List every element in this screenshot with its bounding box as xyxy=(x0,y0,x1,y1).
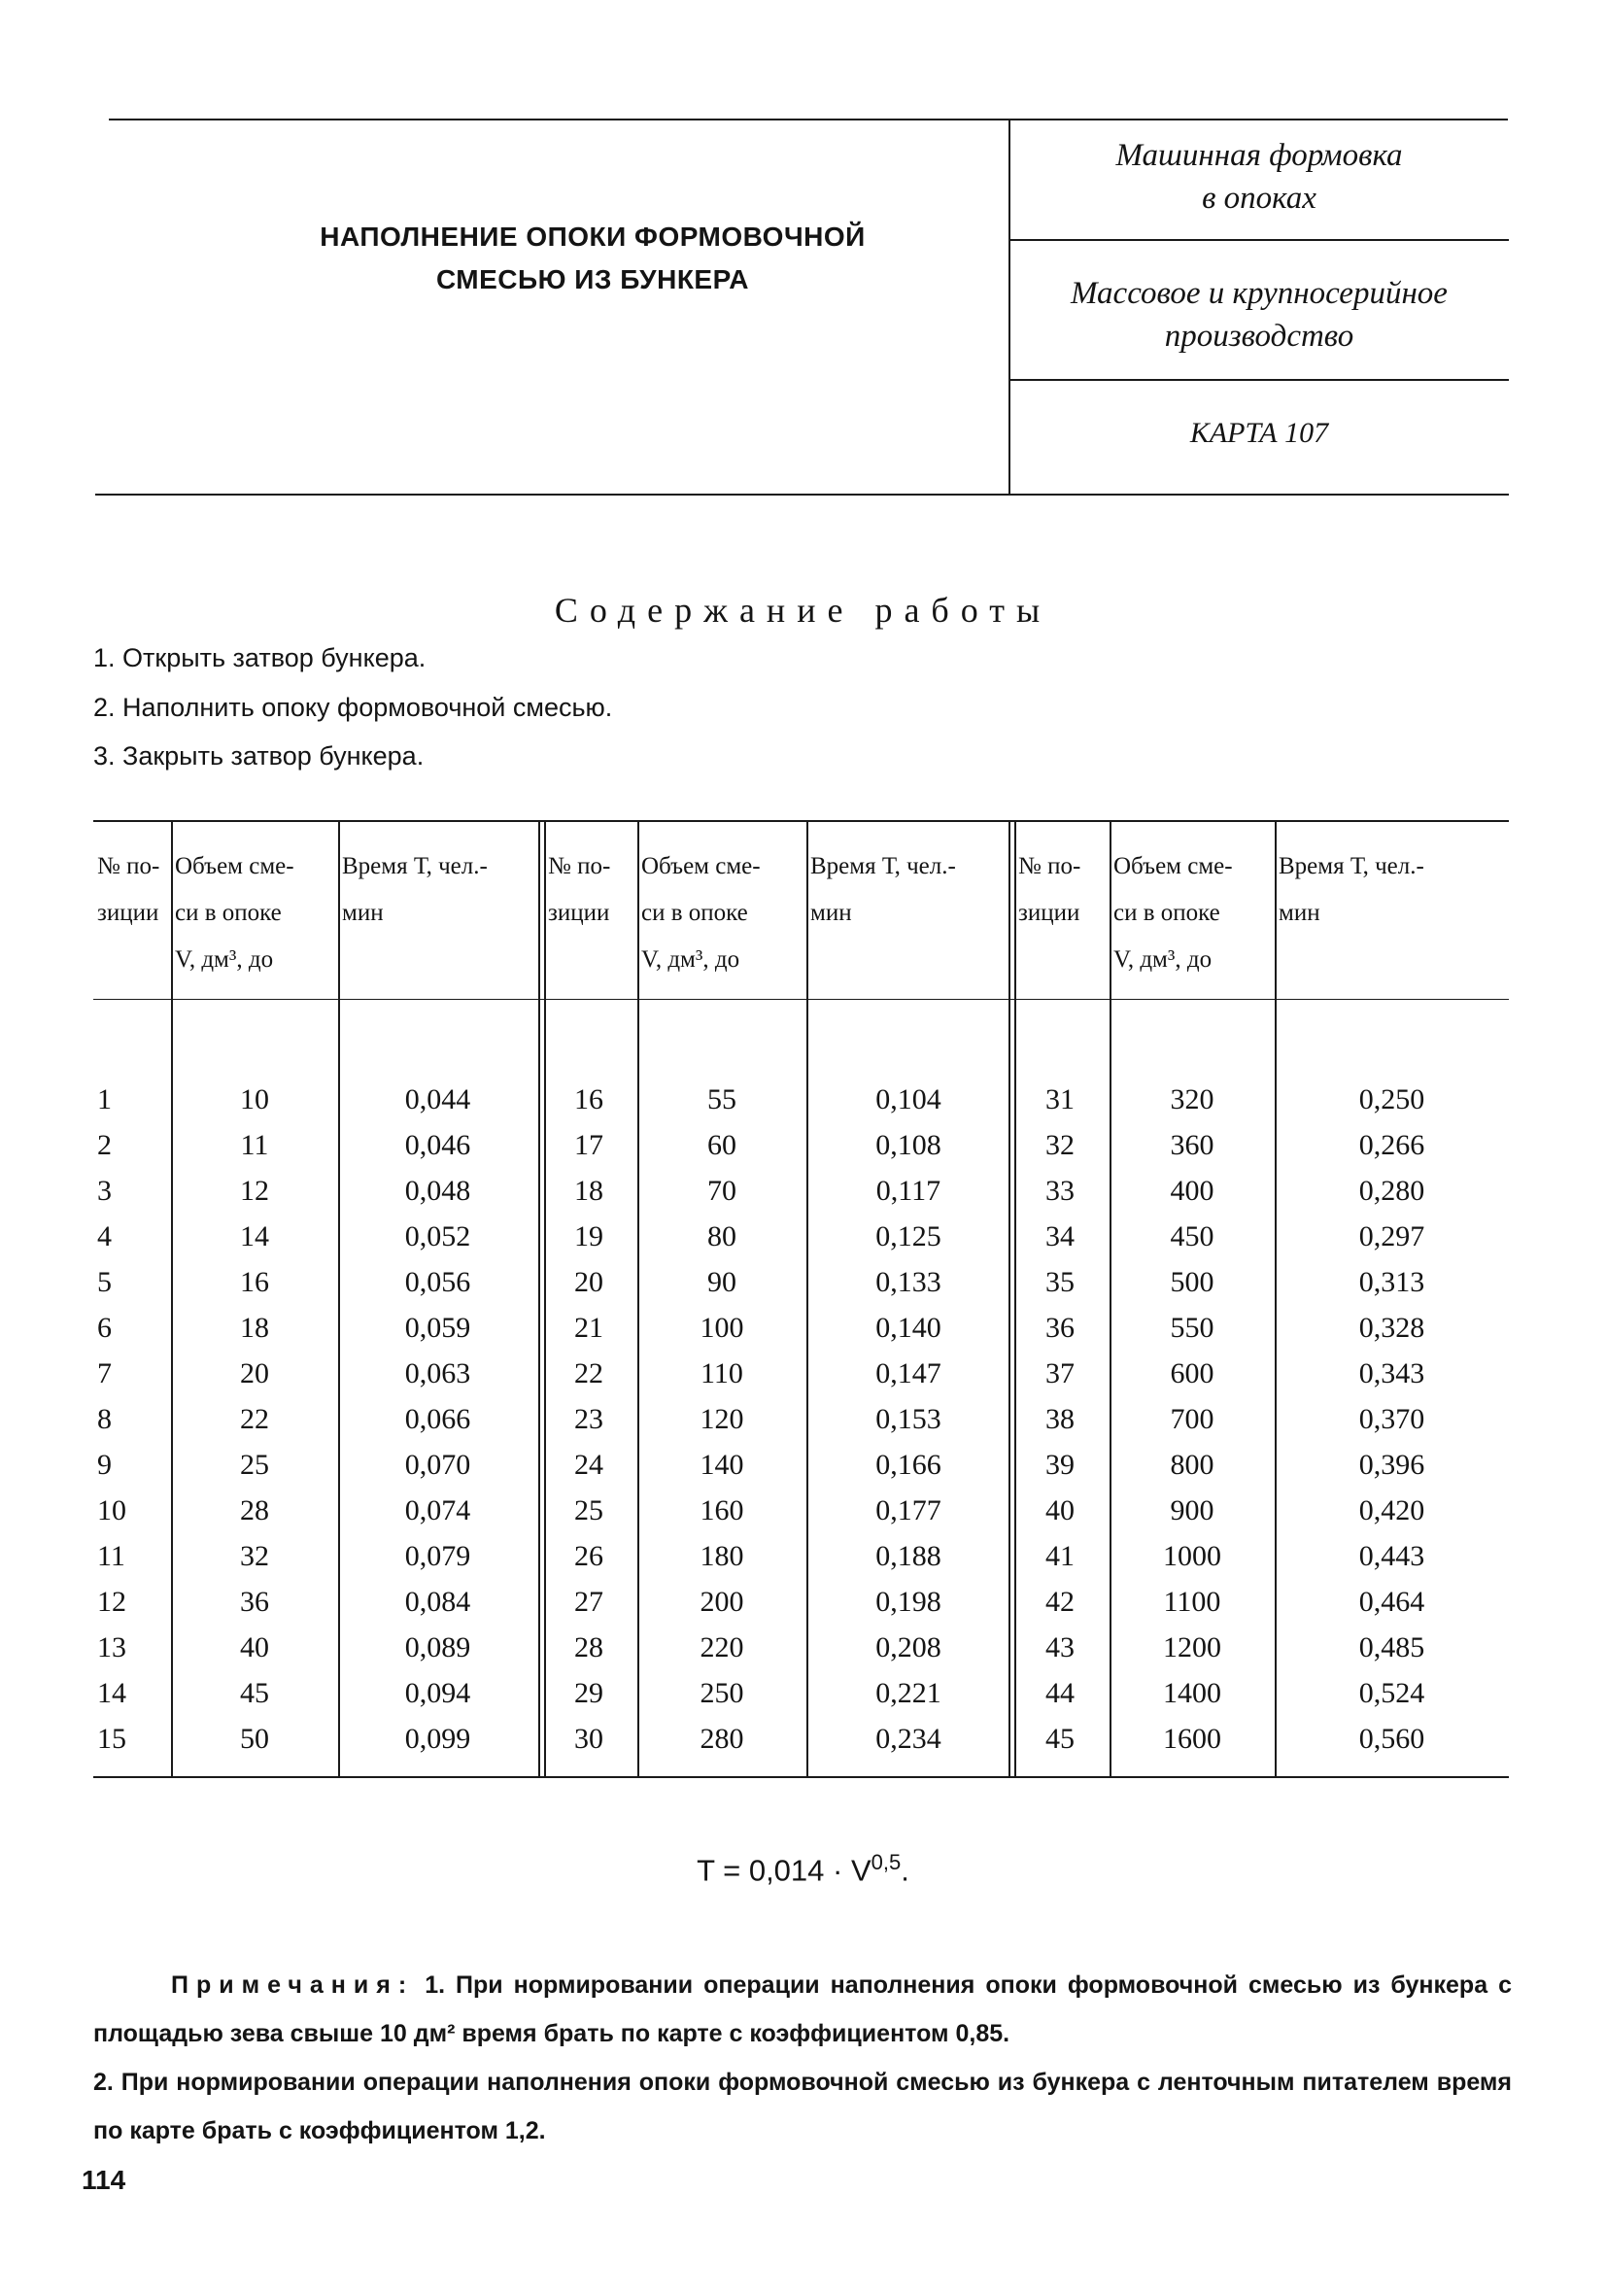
cell-time: 0,234 xyxy=(875,1723,941,1755)
cell-time: 0,221 xyxy=(875,1677,941,1709)
cell-volume: 90 xyxy=(707,1266,736,1298)
cell-time: 0,066 xyxy=(404,1403,471,1435)
group-3-header-vol-line-3: V, дм³, до xyxy=(1113,946,1213,973)
method-line-1: Машинная формовка xyxy=(1115,138,1403,173)
cell-volume: 45 xyxy=(240,1677,269,1709)
cell-volume: 500 xyxy=(1170,1266,1214,1298)
cell-position: 20 xyxy=(574,1266,603,1298)
card-number: КАРТА 107 xyxy=(1189,417,1329,449)
cell-position: 10 xyxy=(97,1494,126,1526)
cell-volume: 1600 xyxy=(1163,1723,1221,1755)
cell-position: 43 xyxy=(1045,1631,1075,1663)
cell-position: 37 xyxy=(1045,1357,1075,1389)
cell-position: 44 xyxy=(1045,1677,1075,1709)
cell-volume: 120 xyxy=(700,1403,744,1435)
cell-position: 34 xyxy=(1045,1220,1075,1252)
cell-time: 0,070 xyxy=(404,1449,471,1481)
cell-volume: 800 xyxy=(1170,1449,1214,1481)
cell-position: 32 xyxy=(1045,1129,1075,1161)
cell-volume: 180 xyxy=(700,1540,744,1572)
cell-position: 35 xyxy=(1045,1266,1075,1298)
cell-volume: 80 xyxy=(707,1220,736,1252)
cell-position: 36 xyxy=(1045,1312,1075,1344)
cell-time: 0,208 xyxy=(875,1631,941,1663)
cell-time: 0,079 xyxy=(404,1540,471,1572)
cell-time: 0,297 xyxy=(1358,1220,1425,1252)
cell-position: 7 xyxy=(97,1357,112,1389)
cell-time: 0,099 xyxy=(404,1723,471,1755)
cell-volume: 1100 xyxy=(1163,1586,1221,1618)
cell-position: 18 xyxy=(574,1175,603,1207)
table-header-rule xyxy=(93,999,1509,1000)
page-number: 114 xyxy=(82,2165,126,2195)
cell-volume: 200 xyxy=(700,1586,744,1618)
cell-time: 0,443 xyxy=(1358,1540,1425,1572)
cell-position: 4 xyxy=(97,1220,112,1252)
cell-volume: 40 xyxy=(240,1631,269,1663)
step-3: 3. Закрыть затвор бункера. xyxy=(93,741,425,771)
cell-position: 30 xyxy=(574,1723,603,1755)
cell-volume: 55 xyxy=(707,1083,736,1115)
group-3-header-vol-line-2: си в опоке xyxy=(1113,900,1220,926)
cell-volume: 900 xyxy=(1170,1494,1214,1526)
cell-time: 0,056 xyxy=(404,1266,471,1298)
cell-position: 39 xyxy=(1045,1449,1075,1481)
cell-time: 0,343 xyxy=(1358,1357,1425,1389)
group-2-header-time-line-1: Время Т, чел.- xyxy=(810,853,956,879)
group-2-header-vol-line-3: V, дм³, до xyxy=(641,946,740,973)
cell-volume: 450 xyxy=(1170,1220,1214,1252)
cell-volume: 600 xyxy=(1170,1357,1214,1389)
formula xyxy=(0,1850,1606,1888)
cell-time: 0,188 xyxy=(875,1540,941,1572)
cell-volume: 250 xyxy=(700,1677,744,1709)
group-2-double-rule xyxy=(538,820,540,1776)
cell-volume: 28 xyxy=(240,1494,269,1526)
cell-volume: 1000 xyxy=(1163,1540,1221,1572)
formula-base: T = 0,014 · V xyxy=(697,1853,871,1888)
cell-volume: 70 xyxy=(707,1175,736,1207)
cell-time: 0,133 xyxy=(875,1266,941,1298)
cell-time: 0,094 xyxy=(404,1677,471,1709)
cell-time: 0,166 xyxy=(875,1449,941,1481)
group-1-header-pos-line-2: зиции xyxy=(97,900,159,926)
cell-position: 16 xyxy=(574,1083,603,1115)
cell-time: 0,089 xyxy=(404,1631,471,1663)
cell-position: 31 xyxy=(1045,1083,1075,1115)
cell-volume: 11 xyxy=(240,1129,269,1161)
table-top-rule xyxy=(93,820,1509,822)
cell-volume: 550 xyxy=(1170,1312,1214,1344)
cell-volume: 12 xyxy=(240,1175,269,1207)
cell-time: 0,420 xyxy=(1358,1494,1425,1526)
cell-time: 0,198 xyxy=(875,1586,941,1618)
cell-volume: 10 xyxy=(240,1083,269,1115)
cell-time: 0,396 xyxy=(1358,1449,1425,1481)
method-line-2: в опоках xyxy=(1202,181,1316,216)
notes-label: Примечания: xyxy=(171,1971,415,1999)
cell-position: 25 xyxy=(574,1494,603,1526)
cell-volume: 110 xyxy=(700,1357,743,1389)
cell-time: 0,108 xyxy=(875,1129,941,1161)
group-2-col-rule xyxy=(544,820,546,1776)
group-1-header-time-line-1: Время Т, чел.- xyxy=(342,853,488,879)
cell-time: 0,059 xyxy=(404,1312,471,1344)
cell-position: 21 xyxy=(574,1312,603,1344)
cell-position: 1 xyxy=(97,1083,112,1115)
group-1-header-vol-line-2: си в опоке xyxy=(175,900,282,926)
cell-volume: 20 xyxy=(240,1357,269,1389)
cell-position: 14 xyxy=(97,1677,126,1709)
group-2-header-pos-line-2: зиции xyxy=(548,900,610,926)
group-2-header-vol-line-1: Объем сме- xyxy=(641,853,761,879)
group-1-header-pos-line-1: № по- xyxy=(97,853,160,879)
cell-time: 0,280 xyxy=(1358,1175,1425,1207)
cell-time: 0,074 xyxy=(404,1494,471,1526)
cell-position: 19 xyxy=(574,1220,603,1252)
cell-time: 0,370 xyxy=(1358,1403,1425,1435)
group-2-header-pos-line-1: № по- xyxy=(548,853,611,879)
production-line-1: Массовое и крупносерийное xyxy=(1071,276,1448,311)
cell-volume: 400 xyxy=(1170,1175,1214,1207)
step-1: 1. Открыть затвор бункера. xyxy=(93,643,427,672)
cell-volume: 320 xyxy=(1170,1083,1214,1115)
cell-volume: 32 xyxy=(240,1540,269,1572)
formula-end: . xyxy=(901,1853,909,1888)
cell-volume: 100 xyxy=(700,1312,744,1344)
cell-time: 0,153 xyxy=(875,1403,941,1435)
cell-position: 2 xyxy=(97,1129,112,1161)
cell-position: 24 xyxy=(574,1449,603,1481)
cell-position: 9 xyxy=(97,1449,112,1481)
cell-time: 0,177 xyxy=(875,1494,941,1526)
cell-time: 0,313 xyxy=(1358,1266,1425,1298)
cell-position: 38 xyxy=(1045,1403,1075,1435)
cell-position: 12 xyxy=(97,1586,126,1618)
cell-position: 15 xyxy=(97,1723,126,1755)
cell-time: 0,052 xyxy=(404,1220,471,1252)
cell-volume: 360 xyxy=(1170,1129,1214,1161)
group-1-header-vol-line-3: V, дм³, до xyxy=(175,946,274,973)
cell-position: 26 xyxy=(574,1540,603,1572)
cell-position: 22 xyxy=(574,1357,603,1389)
cell-time: 0,250 xyxy=(1358,1083,1425,1115)
cell-time: 0,125 xyxy=(875,1220,941,1252)
group-3-header-pos-line-1: № по- xyxy=(1018,853,1081,879)
group-3-col-rule xyxy=(1014,820,1016,1776)
cell-time: 0,266 xyxy=(1358,1129,1425,1161)
cell-time: 0,117 xyxy=(875,1175,941,1207)
card-title-line-2: СМЕСЬЮ ИЗ БУНКЕРА xyxy=(435,264,750,294)
cell-time: 0,063 xyxy=(404,1357,471,1389)
cell-volume: 220 xyxy=(700,1631,744,1663)
cell-time: 0,147 xyxy=(875,1357,941,1389)
cell-volume: 280 xyxy=(700,1723,744,1755)
group-2-header-vol-line-2: си в опоке xyxy=(641,900,748,926)
section-title: Содержание работы xyxy=(554,591,1052,630)
card-title-line-1: НАПОЛНЕНИЕ ОПОКИ ФОРМОВОЧНОЙ xyxy=(320,222,866,252)
group-1-header-vol-line-1: Объем сме- xyxy=(175,853,294,879)
cell-time: 0,140 xyxy=(875,1312,941,1344)
cell-volume: 18 xyxy=(240,1312,269,1344)
group-3-header-vol-line-1: Объем сме- xyxy=(1113,853,1233,879)
cell-volume: 14 xyxy=(240,1220,269,1252)
group-3-header-time-line-2: мин xyxy=(1279,900,1320,926)
cell-time: 0,104 xyxy=(875,1083,941,1115)
cell-volume: 50 xyxy=(240,1723,269,1755)
cell-position: 45 xyxy=(1045,1723,1075,1755)
cell-position: 6 xyxy=(97,1312,112,1344)
cell-position: 17 xyxy=(574,1129,603,1161)
cell-position: 41 xyxy=(1045,1540,1075,1572)
cell-position: 3 xyxy=(97,1175,112,1207)
cell-position: 27 xyxy=(574,1586,603,1618)
step-2: 2. Наполнить опоку формовочной смесью. xyxy=(93,693,613,722)
cell-volume: 1400 xyxy=(1163,1677,1221,1709)
group-3-header-time-line-1: Время Т, чел.- xyxy=(1279,853,1424,879)
cell-time: 0,560 xyxy=(1358,1723,1425,1755)
cell-time: 0,485 xyxy=(1358,1631,1425,1663)
cell-time: 0,046 xyxy=(404,1129,471,1161)
formula-exponent: 0,5 xyxy=(871,1850,902,1874)
cell-position: 42 xyxy=(1045,1586,1075,1618)
cell-time: 0,464 xyxy=(1358,1586,1425,1618)
cell-time: 0,524 xyxy=(1358,1677,1425,1709)
cell-time: 0,084 xyxy=(404,1586,471,1618)
cell-position: 8 xyxy=(97,1403,112,1435)
cell-position: 28 xyxy=(574,1631,603,1663)
cell-time: 0,328 xyxy=(1358,1312,1425,1344)
cell-time: 0,048 xyxy=(404,1175,471,1207)
group-2-header-time-line-2: мин xyxy=(810,900,852,926)
cell-volume: 700 xyxy=(1170,1403,1214,1435)
production-line-2: производство xyxy=(1164,319,1354,354)
cell-volume: 60 xyxy=(707,1129,736,1161)
table-bottom-rule xyxy=(93,1776,1509,1778)
cell-volume: 25 xyxy=(240,1449,269,1481)
cell-volume: 140 xyxy=(700,1449,744,1481)
group-3-header-pos-line-2: зиции xyxy=(1018,900,1080,926)
cell-volume: 1200 xyxy=(1163,1631,1221,1663)
group-1-header-time-line-2: мин xyxy=(342,900,384,926)
cell-volume: 22 xyxy=(240,1403,269,1435)
cell-position: 40 xyxy=(1045,1494,1075,1526)
note-1-text: 1. При нормировании операции наполнения опоки формовочной смесью из бункера с площадью зева свыше 10 дм² время брать по карте с коэффициентом 0,85. xyxy=(93,1971,1512,2047)
cell-volume: 16 xyxy=(240,1266,269,1298)
cell-time: 0,044 xyxy=(404,1083,471,1115)
cell-position: 13 xyxy=(97,1631,126,1663)
cell-position: 5 xyxy=(97,1266,112,1298)
cell-position: 11 xyxy=(97,1540,125,1572)
cell-volume: 160 xyxy=(700,1494,744,1526)
group-3-double-rule xyxy=(1008,820,1010,1776)
cell-position: 29 xyxy=(574,1677,603,1709)
cell-position: 23 xyxy=(574,1403,603,1435)
cell-volume: 36 xyxy=(240,1586,269,1618)
note-1 xyxy=(93,1961,1512,2058)
note-2: 2. При нормировании операции наполнения опоки формовочной смесью из бункера с ленточным питателем время по карте брать с коэффициентом 1,2. xyxy=(93,2069,1512,2144)
cell-position: 33 xyxy=(1045,1175,1075,1207)
